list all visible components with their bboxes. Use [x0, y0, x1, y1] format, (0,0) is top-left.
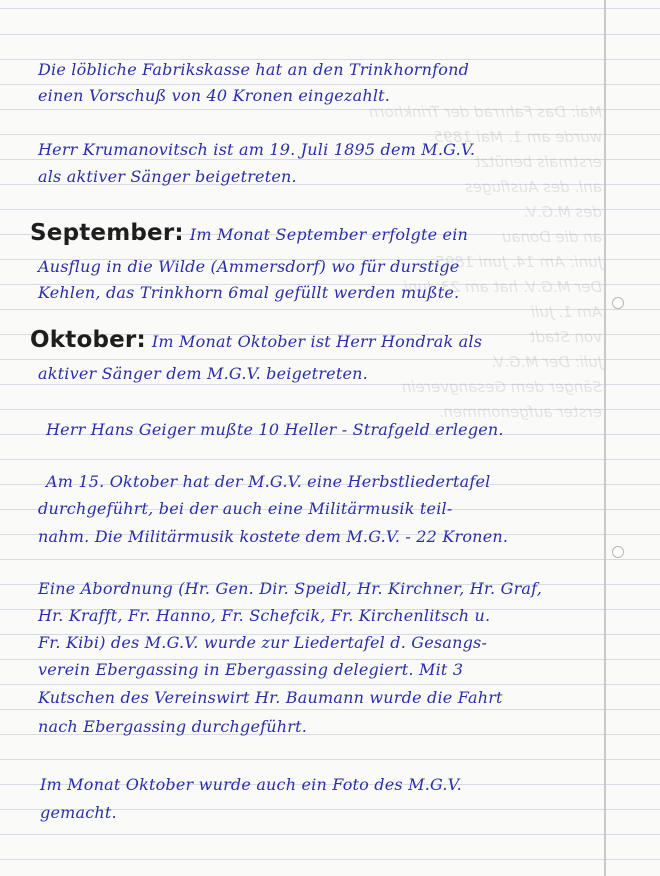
oktober-heading: Oktober: [30, 327, 146, 353]
text-line: Im Monat Oktober wurde auch ein Foto des M.G.V. [40, 775, 462, 794]
bleed-through-text: Mai: Das Fahrrad der Trinkhorn wurde am 1. Mai 1895 erstmals benützt anl. des Ausfluges des M.G.V. an die Donau Juni: Am 14. Juni 1895 Der M.G.V. hat am 23. Juni Am 1. Juli von Stadt Juli: Der M.G.V. Sänger dem Gesangverein erster aufgenommen. [368, 103, 602, 421]
text-line: nahm. Die Militärmusik kostete dem M.G.V. - 22 Kronen. [38, 527, 509, 546]
margin-rule [604, 0, 606, 876]
september-first-line [30, 220, 468, 246]
punch-hole-top [612, 297, 624, 309]
text-line: Fr. Kibi) des M.G.V. wurde zur Liedertafel d. Gesangs- [38, 633, 488, 652]
text-line: als aktiver Sänger beigetreten. [38, 167, 297, 186]
text-line: Die löbliche Fabrikskasse hat an den Trinkhornfond [38, 60, 470, 79]
text-line: Am 15. Oktober hat der M.G.V. eine Herbstliedertafel [46, 472, 491, 491]
september-heading: September: [30, 220, 184, 246]
text-line: aktiver Sänger dem M.G.V. beigetreten. [38, 364, 368, 383]
text-segment: Im Monat Oktober ist Herr Hondrak als [151, 332, 483, 351]
text-line: durchgeführt, bei der auch eine Militärmusik teil- [38, 499, 453, 518]
text-line: Herr Krumanovitsch ist am 19. Juli 1895 dem M.G.V. [38, 140, 476, 159]
text-line: einen Vorschuß von 40 Kronen eingezahlt. [38, 86, 391, 105]
text-line: Herr Hans Geiger mußte 10 Heller - Strafgeld erlegen. [46, 420, 504, 439]
text-line: Kehlen, das Trinkhorn 6mal gefüllt werden mußte. [38, 283, 460, 302]
text-segment: Im Monat September erfolgte ein [189, 225, 469, 244]
text-line: Kutschen des Vereinswirt Hr. Baumann wurde die Fahrt [38, 688, 503, 707]
oktober-first-line [30, 327, 482, 353]
text-line: nach Ebergassing durchgeführt. [38, 717, 308, 736]
text-line: Hr. Krafft, Fr. Hanno, Fr. Schefcik, Fr. Kirchenlitsch u. [38, 606, 491, 625]
text-line: gemacht. [40, 803, 117, 822]
punch-hole-bottom [612, 546, 624, 558]
text-line: verein Ebergassing in Ebergassing delegiert. Mit 3 [38, 660, 464, 679]
text-line: Eine Abordnung (Hr. Gen. Dir. Speidl, Hr. Kirchner, Hr. Graf, [38, 579, 542, 598]
text-line: Ausflug in die Wilde (Ammersdorf) wo für durstige [38, 257, 460, 276]
